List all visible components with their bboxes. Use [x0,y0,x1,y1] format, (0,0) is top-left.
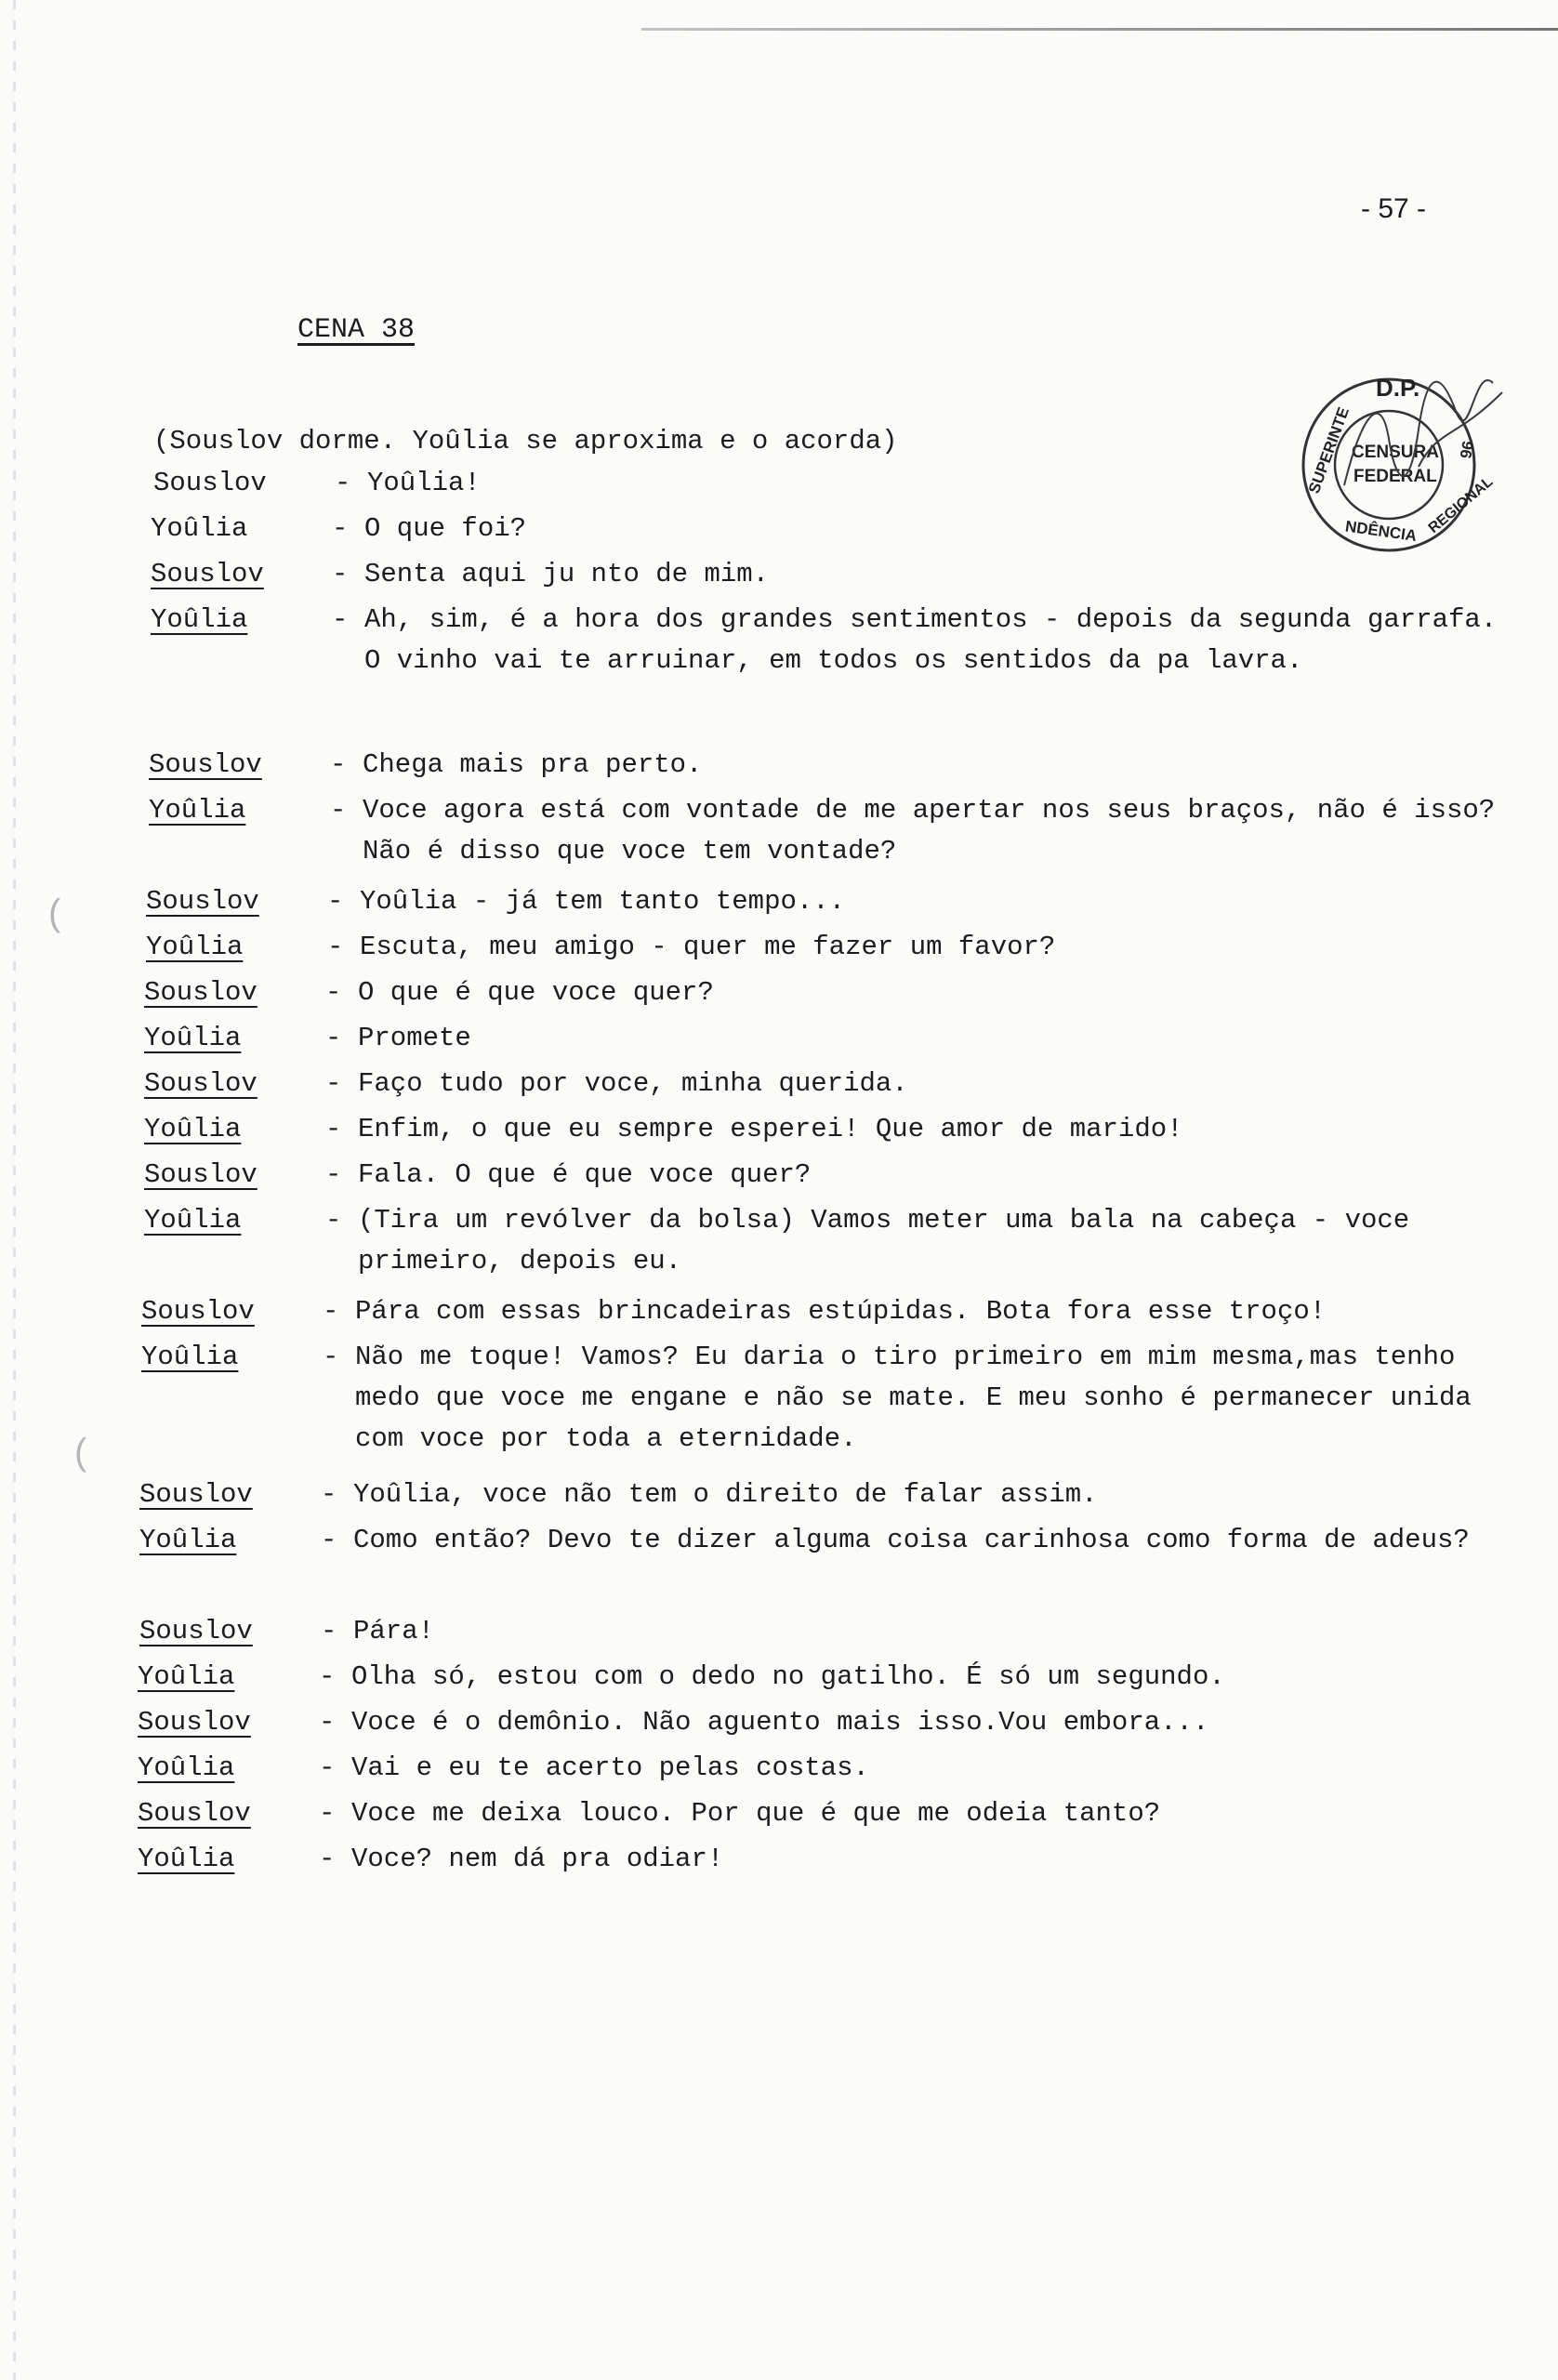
speech-text: (Tira um revólver da bolsa) Vamos meter uma bala na cabeça - voce primeiro, depois eu. [358,1205,1410,1276]
speech-text: Yoûlia, voce não tem o direito de falar assim. [353,1479,1098,1510]
speaker-name: Souslov [151,559,264,589]
stamp-censura: CENSURA [1352,443,1439,462]
speech-text: Vai e eu te acerto pelas costas. [351,1752,869,1783]
speaker-dash: - [321,1616,337,1646]
speaker-name: Yoûlia [144,1205,242,1236]
speaker-dash: - [325,1159,342,1190]
stamp-left-arc: SUPERINTE [1304,404,1353,496]
speaker-dash: - [321,1525,337,1555]
speaker-name: Yoûlia [144,1023,242,1053]
speech-text: O que é que voce quer? [358,977,714,1008]
speaker-name: Yoûlia [149,795,246,826]
margin-bracket-mark: ( [48,892,61,933]
speaker-dash: - [319,1707,336,1738]
speaker-dash: - [321,1479,337,1510]
speaker-name: Yoûlia [151,513,248,544]
speaker-name: Yoûlia [138,1661,235,1692]
speaker-dash: - [327,932,344,962]
speech-text: Chega mais pra perto. [363,749,703,780]
speaker-name: Souslov [144,1068,257,1099]
speech-text: Yoûlia! [367,468,481,498]
speaker-name: Souslov [139,1616,253,1646]
stamp-bottom-arc: NDÊNCIA [1343,517,1419,546]
margin-bracket-mark: ( [74,1432,87,1473]
speaker-name: Souslov [138,1707,251,1738]
speaker-name: Yoûlia [151,604,248,635]
speaker-dash: - [335,468,351,498]
speech-text: Enfim, o que eu sempre esperei! Que amor de marido! [358,1114,1183,1144]
speaker-name: Yoûlia [139,1525,237,1555]
speech-text: O que foi? [364,513,527,544]
speaker-dash: - [332,604,349,635]
speech-text: Voce? nem dá pra odiar! [351,1844,724,1874]
speaker-dash: - [323,1296,339,1327]
speech-text: Faço tudo por voce, minha querida. [358,1068,908,1099]
speaker-name: Souslov [139,1479,253,1510]
speaker-name: Souslov [138,1798,251,1829]
speaker-name: Yoûlia [138,1752,235,1783]
speaker-dash: - [319,1661,336,1692]
speaker-name: Yoûlia [141,1342,239,1372]
stage-direction: (Souslov dorme. Yoûlia se aproxima e o acorda) [153,426,898,456]
speech-text: Senta aqui ju nto de mim. [364,559,770,589]
speaker-dash: - [327,886,344,917]
stamp-right-arc: REGIONAL [1425,473,1497,537]
speaker-name: Yoûlia [144,1114,242,1144]
speaker-dash: - [319,1798,336,1829]
speaker-dash: - [325,1068,342,1099]
speaker-name: Souslov [144,1159,257,1190]
speaker-dash: - [332,513,349,544]
speaker-dash: - [323,1342,339,1372]
speaker-name: Yoûlia [138,1844,235,1874]
speech-text: Escuta, meu amigo - quer me fazer um favor? [360,932,1056,962]
speaker-dash: - [330,749,347,780]
speaker-dash: - [319,1844,336,1874]
scene-title: CENA 38 [297,314,416,346]
speech-text: Voce é o demônio. Não aguento mais isso.Vou embora... [351,1707,1209,1738]
speaker-name: Souslov [146,886,259,917]
speaker-name: Souslov [149,749,262,780]
speech-text: Não me toque! Vamos? Eu daria o tiro primeiro em mim mesma,mas tenho medo que voce me engane e não se mate. E meu sonho é permanecer unida com voce por toda a eternidade. [355,1342,1472,1454]
speech-text: Yoûlia - já tem tanto tempo... [360,886,846,917]
speaker-name: Yoûlia [146,932,244,962]
speaker-dash: - [325,977,342,1008]
speech-text: Fala. O que é que voce quer? [358,1159,812,1190]
speaker-dash: - [325,1023,342,1053]
speaker-dash: - [319,1752,336,1783]
speaker-dash: - [330,795,347,826]
page-number: - 57 - [1361,193,1427,224]
speech-text: Como então? Devo te dizer alguma coisa carinhosa como forma de adeus? [353,1525,1470,1555]
speaker-name: Souslov [141,1296,255,1327]
speaker-dash: - [325,1205,342,1236]
stamp-federal: FEDERAL [1353,467,1437,486]
speaker-name: Souslov [153,468,267,498]
speech-text: Voce me deixa louco. Por que é que me odeia tanto? [351,1798,1161,1829]
speech-text: Olha só, estou com o dedo no gatilho. É só um segundo. [351,1661,1225,1692]
speech-text: Promete [358,1023,471,1053]
speaker-name: Souslov [144,977,257,1008]
speaker-dash: - [325,1114,342,1144]
stamp-dp: D.P. [1376,374,1420,402]
speech-text: Ah, sim, é a hora dos grandes sentimentos - depois da segunda garrafa. O vinho vai te arruinar, em todos os sentidos da pa lavra. [364,604,1498,676]
speech-text: Pára! [353,1616,435,1646]
stamp-number: 96 [1457,439,1478,460]
speech-text: Pára com essas brincadeiras estúpidas. Bota fora esse troço! [355,1296,1327,1327]
speech-text: Voce agora está com vontade de me apertar nos seus braços, não é isso? Não é disso que voce tem vontade? [363,795,1496,866]
speaker-dash: - [332,559,349,589]
